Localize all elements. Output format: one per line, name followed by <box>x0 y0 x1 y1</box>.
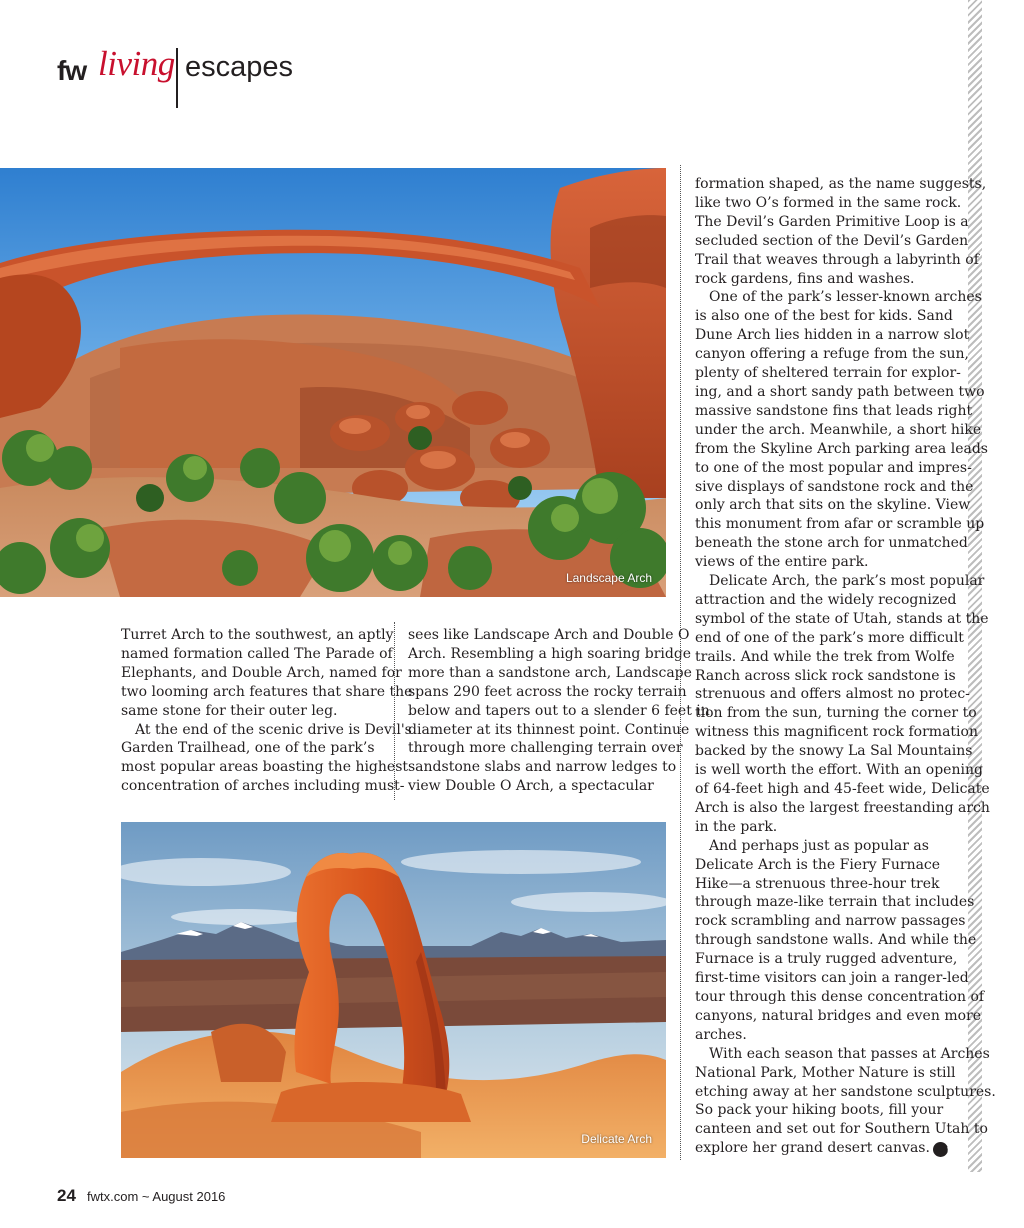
text-line: Ranch across slick rock sandstone is <box>695 667 956 684</box>
brand-fw: fw <box>57 55 87 86</box>
text-column-1 <box>121 626 413 796</box>
page-footer <box>57 1186 225 1206</box>
text-line: explore her grand desert canvas. <box>695 1140 930 1157</box>
text-line: beneath the stone arch for unmatched <box>695 535 968 552</box>
text-line: With each season that passes at Arches <box>709 1045 990 1062</box>
text-line: only arch that sits on the skyline. View <box>695 497 971 514</box>
text-line: most popular areas boasting the highest <box>121 759 409 776</box>
col3-paragraph-4 <box>695 837 985 1045</box>
text-line: arches. <box>695 1026 747 1043</box>
text-line: Elephants, and Double Arch, named for <box>121 664 402 681</box>
text-line: symbol of the state of Utah, stands at the <box>695 610 989 627</box>
text-line: strenuous and offers almost no protec- <box>695 686 970 703</box>
text-line: Furnace is a truly rugged adventure, <box>695 951 958 968</box>
text-line: named formation called The Parade of <box>121 645 393 662</box>
text-line: Garden Trailhead, one of the park’s <box>121 740 375 757</box>
text-line: first-time visitors can join a ranger-led <box>695 970 969 987</box>
text-line: trails. And while the trek from Wolfe <box>695 648 955 665</box>
text-line: like two O’s formed in the same rock. <box>695 194 962 211</box>
text-column-2 <box>408 626 710 796</box>
text-line: Delicate Arch is the Fiery Furnace <box>695 856 941 873</box>
col2-paragraph-1 <box>408 626 710 796</box>
text-line: in the park. <box>695 818 778 835</box>
column-rule-1 <box>394 622 395 800</box>
text-line: through more challenging terrain over <box>408 740 683 757</box>
text-line: rock scrambling and narrow passages <box>695 913 966 930</box>
delicate-arch-caption: Delicate Arch <box>581 1132 652 1146</box>
text-line: under the arch. Meanwhile, a short hike <box>695 421 982 438</box>
col1-paragraph-1 <box>121 626 413 721</box>
text-line: sees like Landscape Arch and Double O <box>408 627 690 643</box>
text-line: view Double O Arch, a spectacular <box>408 778 654 795</box>
brand-living: living <box>98 44 175 83</box>
text-line: attraction and the widely recognized <box>695 591 957 608</box>
text-line: sive displays of sandstone rock and the <box>695 478 974 495</box>
text-line: Arch. Resembling a high soaring bridge <box>408 645 692 662</box>
text-line: diameter at its thinnest point. Continue <box>408 721 690 738</box>
text-line: Turret Arch to the southwest, an aptly <box>121 627 394 643</box>
text-line: sandstone slabs and narrow ledges to <box>408 759 677 776</box>
text-line: Dune Arch lies hidden in a narrow slot <box>695 327 970 344</box>
text-column-3 <box>695 175 996 1158</box>
landscape-arch-caption: Landscape Arch <box>565 571 652 585</box>
text-line: is also one of the best for kids. Sand <box>695 308 953 325</box>
text-line: ing, and a short sandy path between two <box>695 383 985 400</box>
text-line: through sandstone walls. And while the <box>695 932 977 949</box>
footer-text: fwtx.com ~ August 2016 <box>87 1189 226 1204</box>
text-line: two looming arch features that share the <box>121 683 413 700</box>
text-line: formation shaped, as the name suggests, <box>695 176 987 192</box>
text-line: backed by the snowy La Sal Mountains <box>695 743 973 760</box>
text-line: tion from the sun, turning the corner to <box>695 705 977 722</box>
text-line: Delicate Arch, the park’s most popular <box>709 573 985 590</box>
text-line: spans 290 feet across the rocky terrain <box>408 683 687 700</box>
fw-end-mark-icon: fw <box>933 1142 948 1157</box>
text-line: etching away at her sandstone sculptures. <box>695 1083 996 1100</box>
text-line: The Devil’s Garden Primitive Loop is a <box>695 213 969 230</box>
landscape-arch-illustration <box>0 168 666 597</box>
text-line: end of one of the park’s more difficult <box>695 629 964 646</box>
col3-paragraph-2 <box>695 288 988 572</box>
text-line: to one of the most popular and impres- <box>695 459 972 476</box>
text-line: massive sandstone fins that leads right <box>695 402 973 419</box>
col3-paragraph-5 <box>695 1045 996 1158</box>
text-line: plenty of sheltered terrain for explor- <box>695 365 961 382</box>
text-line: witness this magnificent rock formation <box>695 724 978 741</box>
text-line: through maze-like terrain that includes <box>695 894 975 911</box>
delicate-arch-photo <box>121 822 666 1158</box>
text-line: secluded section of the Devil’s Garden <box>695 232 969 249</box>
col1-paragraph-2 <box>121 721 412 797</box>
col3-paragraph-1 <box>695 175 987 288</box>
text-line: Arch is also the largest freestanding arch <box>695 799 990 816</box>
text-line: from the Skyline Arch parking area leads <box>695 440 988 457</box>
text-line: Trail that weaves through a labyrinth of <box>695 251 979 268</box>
text-line: canyons, natural bridges and even more <box>695 1007 981 1024</box>
text-line: canteen and set out for Southern Utah to <box>695 1121 988 1138</box>
text-line: is well worth the effort. With an opening <box>695 762 983 779</box>
text-line: At the end of the scenic drive is Devil's <box>135 721 412 738</box>
text-line: this monument from afar or scramble up <box>695 516 985 533</box>
text-line: below and tapers out to a slender 6 feet in <box>408 702 710 719</box>
text-line: And perhaps just as popular as <box>709 837 929 854</box>
text-line: One of the park’s lesser-known arches <box>709 289 982 306</box>
text-line: canyon offering a refuge from the sun, <box>695 346 970 363</box>
text-line: Hike—a strenuous three-hour trek <box>695 875 940 892</box>
text-line: concentration of arches including must- <box>121 778 405 795</box>
col3-paragraph-3 <box>695 572 990 837</box>
text-line: National Park, Mother Nature is still <box>695 1064 956 1081</box>
page-number: 24 <box>57 1186 76 1205</box>
delicate-arch-illustration <box>121 822 666 1158</box>
text-line: rock gardens, fins and washes. <box>695 270 915 287</box>
text-line: So pack your hiking boots, fill your <box>695 1102 944 1119</box>
column-rule-2 <box>680 165 681 1160</box>
header-divider <box>176 48 178 108</box>
text-line: tour through this dense concentration of <box>695 988 985 1005</box>
section-label: escapes <box>185 51 294 83</box>
text-line: same stone for their outer leg. <box>121 702 338 719</box>
text-line: more than a sandstone arch, Landscape <box>408 664 692 681</box>
text-line: views of the entire park. <box>695 554 869 571</box>
landscape-arch-photo <box>0 168 666 597</box>
text-line: of 64-feet high and 45-feet wide, Delicate <box>695 781 990 797</box>
